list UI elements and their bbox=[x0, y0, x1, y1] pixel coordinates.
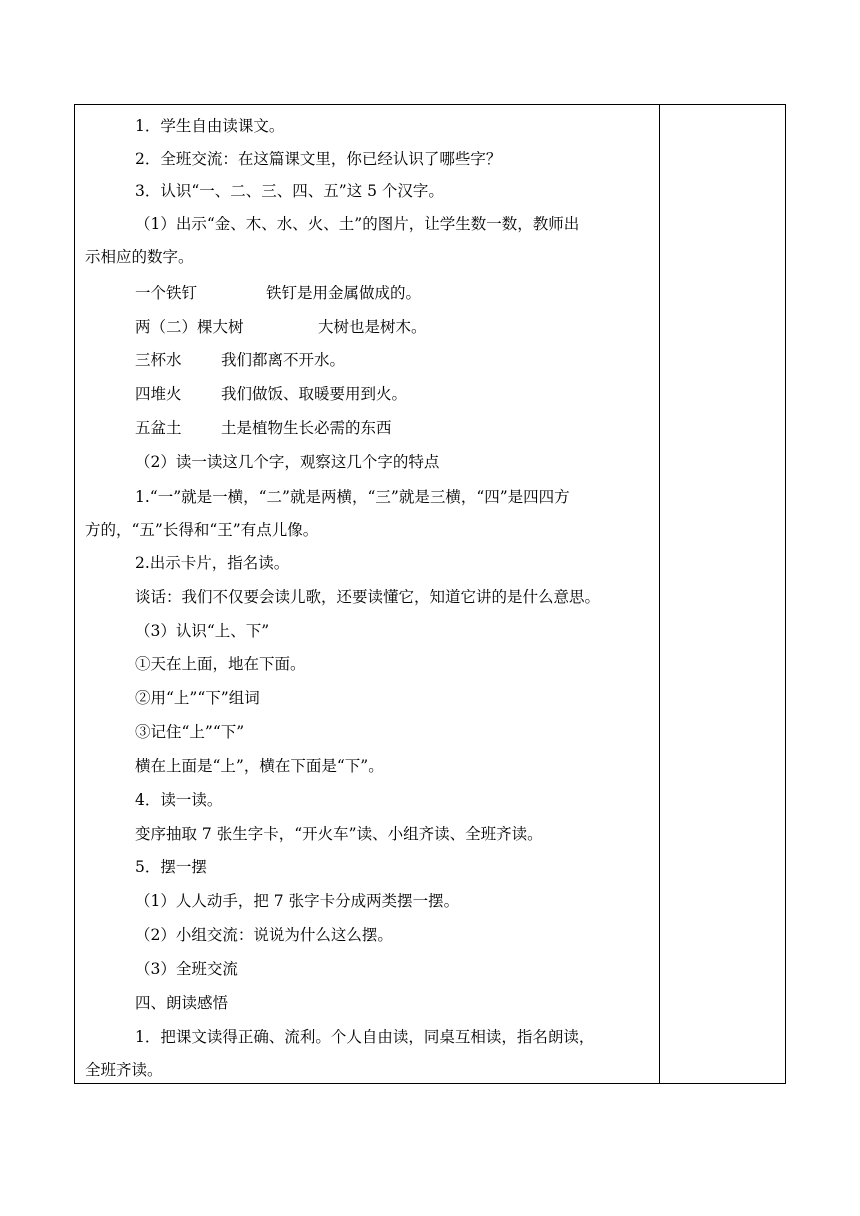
text-line: 1．学生自由读课文。 bbox=[135, 117, 285, 135]
text-line: （1）人人动手，把 7 张字卡分成两类摆一摆。 bbox=[135, 892, 460, 910]
text-line: 3．认识“一、二、三、四、五”这 5 个汉字。 bbox=[135, 182, 444, 200]
notes-cell bbox=[660, 105, 785, 1083]
text-line: 谈话：我们不仅要会读儿歌，还要读懂它，知道它讲的是什么意思。 bbox=[135, 588, 601, 606]
text-line: 铁钉是用金属做成的。 bbox=[266, 284, 422, 302]
text-line: 1.“一”就是一横，“二”就是两横，“三”就是三横，“四”是四四方 bbox=[135, 488, 570, 506]
lesson-plan-table bbox=[74, 104, 786, 1084]
text-line: 方的，“五”长得和“王”有点儿像。 bbox=[85, 521, 319, 539]
text-line: 我们都离不开水。 bbox=[221, 351, 346, 369]
text-line: 示相应的数字。 bbox=[85, 248, 194, 266]
text-line: （2）小组交流：说说为什么这么摆。 bbox=[135, 926, 393, 944]
text-line: 变序抽取 7 张生字卡，“开火车”读、小组齐读、全班齐读。 bbox=[135, 825, 543, 843]
content-cell bbox=[75, 105, 659, 1083]
text-line: ②用“上”“下”组词 bbox=[135, 689, 260, 707]
text-line: （1）出示“金、木、水、火、土”的图片，让学生数一数，教师出 bbox=[135, 215, 580, 233]
text-line: （3）认识“上、下” bbox=[135, 622, 270, 640]
text-line: ①天在上面，地在下面。 bbox=[135, 655, 306, 673]
text-line: 三杯水 bbox=[135, 351, 182, 369]
text-line: 我们做饭、取暖要用到火。 bbox=[221, 385, 408, 403]
text-line: 2.出示卡片，指名读。 bbox=[135, 554, 290, 572]
text-line: 五盆土 bbox=[135, 419, 182, 437]
text-line: 四、朗读感悟 bbox=[135, 994, 229, 1012]
text-line: 4．读一读。 bbox=[135, 791, 223, 809]
text-line: 四堆火 bbox=[135, 385, 182, 403]
text-line: 2．全班交流：在这篇课文里，你已经认识了哪些字？ bbox=[135, 150, 502, 168]
text-line: 一个铁钉 bbox=[135, 284, 198, 302]
text-line: 土是植物生长必需的东西 bbox=[221, 419, 392, 437]
text-line: ③记住“上”“下” bbox=[135, 723, 245, 741]
text-line: 全班齐读。 bbox=[85, 1061, 163, 1079]
text-line: 两（二）棵大树 bbox=[135, 318, 244, 336]
text-line: （3）全班交流 bbox=[135, 960, 238, 978]
text-line: 大树也是树木。 bbox=[318, 318, 427, 336]
text-line: 1．把课文读得正确、流利。个人自由读，同桌互相读，指名朗读， bbox=[135, 1028, 595, 1046]
text-line: 横在上面是“上”，横在下面是“下”。 bbox=[135, 757, 384, 775]
text-line: （2）读一读这几个字，观察这几个字的特点 bbox=[135, 453, 440, 471]
text-line: 5．摆一摆 bbox=[135, 858, 207, 876]
